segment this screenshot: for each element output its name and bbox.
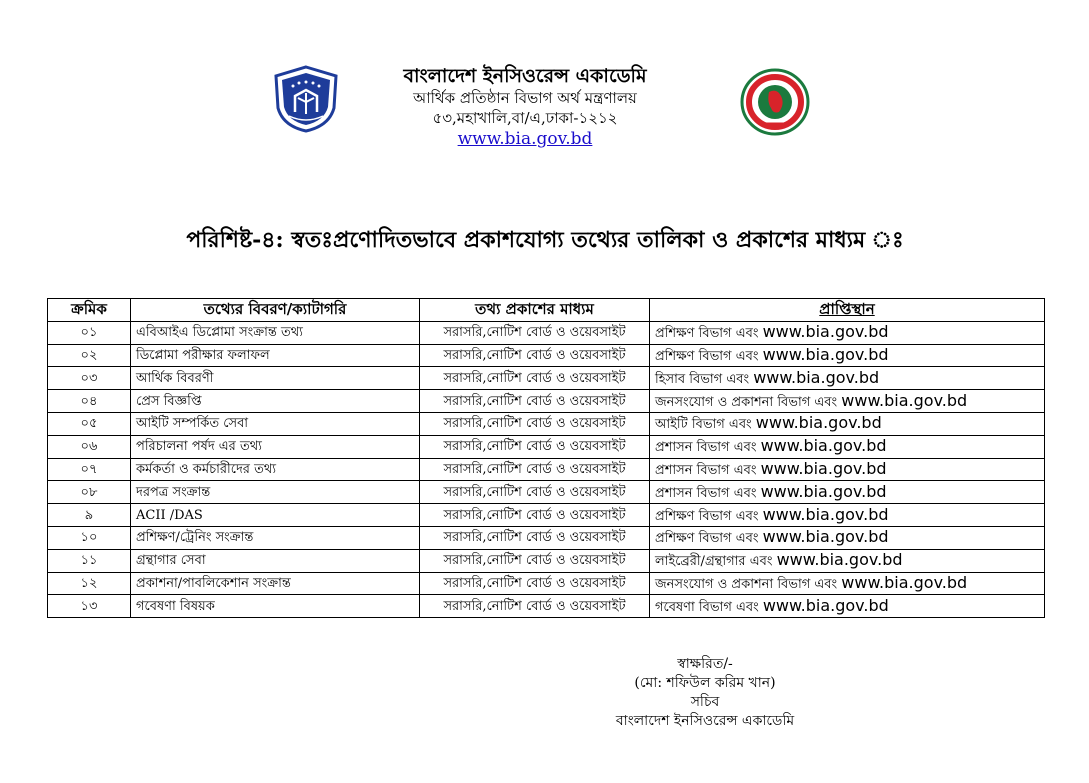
cell-location bbox=[650, 549, 1045, 572]
cell-location bbox=[650, 458, 1045, 481]
header-medium: তথ্য প্রকাশের মাধ্যম bbox=[420, 299, 650, 322]
table-header-row bbox=[48, 299, 1045, 322]
ministry-line: আর্থিক প্রতিষ্ঠান বিভাগ অর্থ মন্ত্রণালয় bbox=[413, 89, 637, 107]
header-serial: ক্রমিক bbox=[48, 299, 131, 322]
signatory-name: (মো: শফিউল করিম খান) bbox=[634, 675, 776, 691]
cell-serial: ৯ bbox=[48, 504, 131, 527]
cell-description: আর্থিক বিবরণী bbox=[131, 367, 420, 390]
location-dept: প্রশাসন বিভাগ এবং bbox=[655, 440, 757, 456]
cell-medium: সরাসরি,নোটিশ বোর্ড ও ওয়েবসাইট bbox=[420, 481, 650, 504]
cell-medium: সরাসরি,নোটিশ বোর্ড ও ওয়েবসাইট bbox=[420, 390, 650, 413]
cell-medium: সরাসরি,নোটিশ বোর্ড ও ওয়েবসাইট bbox=[420, 412, 650, 435]
table-row bbox=[48, 526, 1045, 549]
location-dept: গবেষণা বিভাগ এবং bbox=[655, 599, 759, 615]
location-dept: প্রশিক্ষণ বিভাগ এবং bbox=[655, 508, 759, 524]
location-url: www.bia.gov.bd bbox=[762, 527, 889, 547]
location-url: www.bia.gov.bd bbox=[760, 481, 887, 501]
table-row bbox=[48, 458, 1045, 481]
cell-description: প্রেস বিজ্ঞপ্তি bbox=[131, 390, 420, 413]
cell-description: এবিআইএ ডিপ্লোমা সংক্রান্ত তথ্য bbox=[131, 321, 420, 344]
info-table bbox=[47, 298, 1045, 618]
signed-text: স্বাক্ষরিত/- bbox=[677, 656, 733, 672]
location-url: www.bia.gov.bd bbox=[762, 595, 889, 615]
website-link[interactable]: www.bia.gov.bd bbox=[457, 129, 593, 149]
location-url: www.bia.gov.bd bbox=[762, 322, 889, 342]
table-row bbox=[48, 367, 1045, 390]
location-url: www.bia.gov.bd bbox=[755, 413, 882, 433]
cell-serial: ১২ bbox=[48, 572, 131, 595]
location-url: www.bia.gov.bd bbox=[776, 550, 903, 570]
signatory-organization: বাংলাদেশ ইনসিওরেন্স একাডেমি bbox=[615, 713, 795, 729]
location-dept: হিসাব বিভাগ এবং bbox=[655, 371, 750, 387]
location-dept: প্রশিক্ষণ বিভাগ এবং bbox=[655, 531, 759, 547]
location-dept: জনসংযোগ ও প্রকাশনা বিভাগ এবং bbox=[655, 394, 838, 410]
cell-medium: সরাসরি,নোটিশ বোর্ড ও ওয়েবসাইট bbox=[420, 435, 650, 458]
location-url: www.bia.gov.bd bbox=[762, 504, 889, 524]
cell-description: ACII /DAS bbox=[131, 504, 420, 527]
cell-serial: ১৩ bbox=[48, 595, 131, 618]
cell-description: কর্মকর্তা ও কর্মচারীদের তথ্য bbox=[131, 458, 420, 481]
cell-description: আইটি সম্পর্কিত সেবা bbox=[131, 412, 420, 435]
table-row bbox=[48, 481, 1045, 504]
cell-location bbox=[650, 526, 1045, 549]
cell-location bbox=[650, 412, 1045, 435]
government-seal bbox=[739, 68, 811, 136]
location-url: www.bia.gov.bd bbox=[841, 572, 968, 592]
location-dept: প্রশিক্ষণ বিভাগ এবং bbox=[655, 326, 759, 342]
location-dept: জনসংযোগ ও প্রকাশনা বিভাগ এবং bbox=[655, 576, 838, 592]
cell-description: গ্রন্থাগার সেবা bbox=[131, 549, 420, 572]
location-url: www.bia.gov.bd bbox=[762, 344, 889, 364]
table-row bbox=[48, 390, 1045, 413]
cell-serial: ১১ bbox=[48, 549, 131, 572]
cell-location bbox=[650, 344, 1045, 367]
table-row bbox=[48, 595, 1045, 618]
signature-block bbox=[560, 655, 850, 731]
header-description: তথ্যের বিবরণ/ক্যাটাগরি bbox=[131, 299, 420, 322]
cell-medium: সরাসরি,নোটিশ বোর্ড ও ওয়েবসাইট bbox=[420, 458, 650, 481]
table-row bbox=[48, 549, 1045, 572]
cell-location bbox=[650, 390, 1045, 413]
location-dept: প্রশিক্ষণ বিভাগ এবং bbox=[655, 348, 759, 364]
table-row bbox=[48, 344, 1045, 367]
cell-medium: সরাসরি,নোটিশ বোর্ড ও ওয়েবসাইট bbox=[420, 504, 650, 527]
signatory-designation: সচিব bbox=[690, 694, 720, 710]
cell-medium: সরাসরি,নোটিশ বোর্ড ও ওয়েবসাইট bbox=[420, 344, 650, 367]
cell-serial: ০৬ bbox=[48, 435, 131, 458]
location-url: www.bia.gov.bd bbox=[760, 436, 887, 456]
cell-serial: ০৪ bbox=[48, 390, 131, 413]
header-location: প্রাপ্তিস্থান bbox=[650, 299, 1045, 322]
cell-location bbox=[650, 367, 1045, 390]
cell-serial: ০৩ bbox=[48, 367, 131, 390]
academy-emblem bbox=[271, 64, 341, 134]
table-row bbox=[48, 435, 1045, 458]
cell-description: ডিপ্লোমা পরীক্ষার ফলাফল bbox=[131, 344, 420, 367]
cell-description: প্রশিক্ষণ/ট্রেনিং সংক্রান্ত bbox=[131, 526, 420, 549]
org-name: বাংলাদেশ ইনসিওরেন্স একাডেমি bbox=[403, 65, 647, 87]
cell-location bbox=[650, 321, 1045, 344]
location-dept: প্রশাসন বিভাগ এবং bbox=[655, 462, 757, 478]
cell-medium: সরাসরি,নোটিশ বোর্ড ও ওয়েবসাইট bbox=[420, 595, 650, 618]
cell-location bbox=[650, 595, 1045, 618]
table-row bbox=[48, 321, 1045, 344]
page-title: পরিশিষ্ট-৪: স্বতঃপ্রণোদিতভাবে প্রকাশযোগ্য তথ্যের তালিকা ও প্রকাশের মাধ্যম ঃ bbox=[186, 227, 904, 253]
address-line: ৫৩,মহাখালি,বা/এ,ঢাকা-১২১২ bbox=[432, 109, 618, 127]
cell-location bbox=[650, 504, 1045, 527]
table-row bbox=[48, 572, 1045, 595]
cell-medium: সরাসরি,নোটিশ বোর্ড ও ওয়েবসাইট bbox=[420, 549, 650, 572]
location-url: www.bia.gov.bd bbox=[760, 458, 887, 478]
cell-location bbox=[650, 481, 1045, 504]
location-dept: প্রশাসন বিভাগ এবং bbox=[655, 485, 757, 501]
location-url: www.bia.gov.bd bbox=[841, 390, 968, 410]
table-row bbox=[48, 412, 1045, 435]
cell-description: পরিচালনা পর্ষদ এর তথ্য bbox=[131, 435, 420, 458]
table-row bbox=[48, 504, 1045, 527]
cell-description: গবেষণা বিষয়ক bbox=[131, 595, 420, 618]
cell-serial: ০১ bbox=[48, 321, 131, 344]
header bbox=[345, 64, 705, 150]
cell-serial: ১০ bbox=[48, 526, 131, 549]
cell-serial: ০৫ bbox=[48, 412, 131, 435]
cell-description: প্রকাশনা/পাবলিকেশান সংক্রান্ত bbox=[131, 572, 420, 595]
cell-serial: ০২ bbox=[48, 344, 131, 367]
cell-serial: ০৭ bbox=[48, 458, 131, 481]
cell-medium: সরাসরি,নোটিশ বোর্ড ও ওয়েবসাইট bbox=[420, 572, 650, 595]
location-url: www.bia.gov.bd bbox=[753, 367, 880, 387]
cell-medium: সরাসরি,নোটিশ বোর্ড ও ওয়েবসাইট bbox=[420, 367, 650, 390]
location-dept: লাইব্রেরী/গ্রন্থাগার এবং bbox=[655, 554, 773, 570]
cell-description: দরপত্র সংক্রান্ত bbox=[131, 481, 420, 504]
cell-serial: ০৮ bbox=[48, 481, 131, 504]
cell-medium: সরাসরি,নোটিশ বোর্ড ও ওয়েবসাইট bbox=[420, 321, 650, 344]
location-dept: আইটি বিভাগ এবং bbox=[655, 417, 752, 433]
cell-location bbox=[650, 572, 1045, 595]
cell-medium: সরাসরি,নোটিশ বোর্ড ও ওয়েবসাইট bbox=[420, 526, 650, 549]
cell-location bbox=[650, 435, 1045, 458]
